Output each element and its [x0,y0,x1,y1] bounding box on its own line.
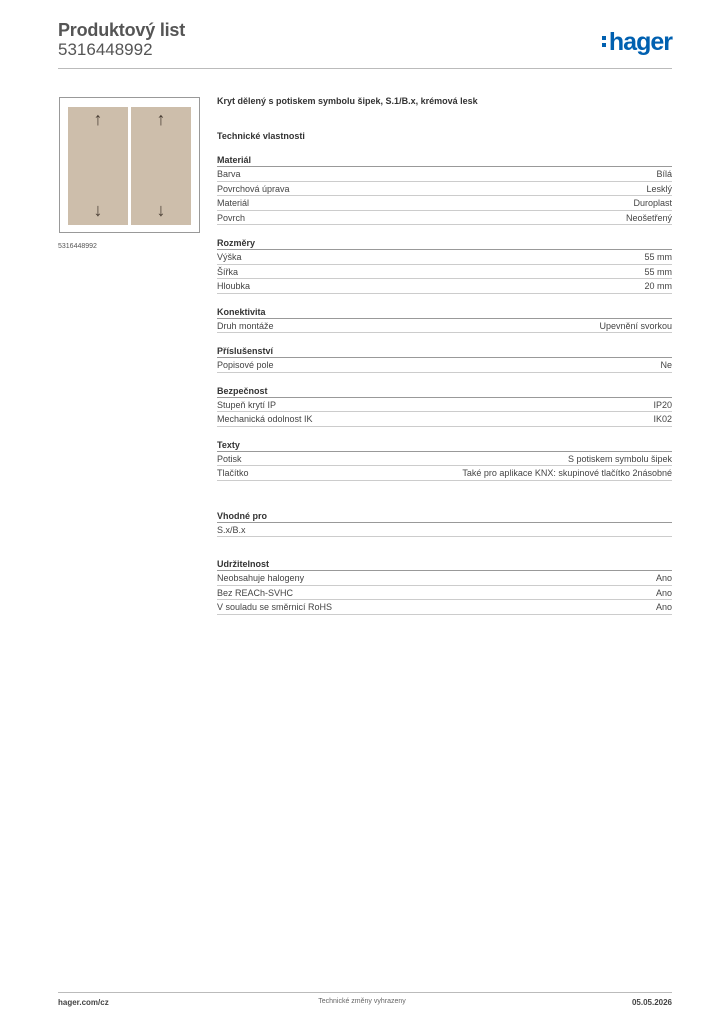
spec-label: Bez REACh-SVHC [217,587,294,598]
spec-row [217,250,672,265]
hager-logo [602,28,672,57]
spec-label: Mechanická odolnost IK [217,414,313,424]
arrow-down-icon: ↓ [93,200,103,220]
spec-label: Šířka [217,266,239,277]
section-heading: Texty [217,440,672,452]
spec-value: 55 mm [644,252,672,262]
spec-section [217,238,672,294]
logo-mark-icon [602,33,606,50]
spec-row [217,466,672,481]
spec-section [217,559,672,615]
spec-value: Ne [660,360,672,370]
spec-row [217,319,672,334]
spec-row [217,600,672,615]
spec-row [217,523,672,538]
spec-label: S.x/B.x [217,524,246,535]
product-title: Kryt dělený s potiskem symbolu šipek, S.1/B.x, krémová lesk [217,96,478,106]
spec-value: Neošetřený [625,212,672,223]
spec-section [217,155,672,225]
section-heading: Příslušenství [217,346,672,358]
arrow-up-icon: ↑ [93,109,103,129]
product-code: 5316448992 [58,40,153,59]
spec-row [217,211,672,226]
spec-value: S potiskem symbolu šipek [567,453,672,464]
section-heading: Bezpečnost [217,386,672,398]
spec-value: IK02 [653,414,672,424]
spec-value: Ano [655,573,672,583]
logo-text: hager [608,28,672,56]
spec-section [217,511,672,538]
spec-content [217,96,672,615]
arrow-down-icon: ↓ [156,200,166,220]
arrow-up-icon: ↑ [156,109,166,129]
spec-value: Ano [655,602,672,612]
spec-label: Druh montáže [217,320,274,331]
section-heading: Konektivita [217,307,672,319]
spec-sections [217,155,672,615]
spec-row [217,279,672,294]
spec-row [217,196,672,211]
spec-section [217,386,672,427]
spec-label: Tlačítko [217,468,249,478]
spec-label: Povrchová úprava [217,183,290,194]
spec-value: Upevnění svorkou [599,320,672,331]
image-caption: 5316448992 [58,243,97,250]
page-title: Produktový list [58,20,186,40]
section-heading: Vhodné pro [217,511,672,523]
spec-label: Barva [217,169,241,179]
spec-label: Hloubka [217,281,251,291]
spec-value: Bílá [656,169,672,179]
spec-value: Duroplast [633,198,672,208]
spec-label: Neobsahuje halogeny [217,573,305,583]
spec-label: Potisk [217,453,242,464]
spec-row [217,358,672,373]
footer-date: 05.05.2026 [631,998,672,1007]
spec-value: Také pro aplikace KNX: skupinové tlačítko 2násobné [462,468,672,478]
footer-divider [58,992,672,993]
spec-value: 20 mm [644,281,672,291]
spec-label: Stupeň krytí IP [217,399,277,410]
tech-heading: Technické vlastnosti [217,131,305,141]
spec-label: V souladu se směrnicí RoHS [217,602,333,612]
spec-row [217,571,672,586]
spec-value: 55 mm [644,266,672,277]
cover-panel-left [68,107,128,225]
spec-row [217,452,672,467]
spec-row [217,167,672,182]
spec-label: Materiál [217,198,250,208]
cover-panel-right [131,107,191,225]
spec-row [217,412,672,427]
spec-section [217,307,672,334]
spec-value: Ano [655,587,672,598]
spec-label: Povrch [217,212,246,223]
product-image [59,97,200,233]
footer-disclaimer: Technické změny vyhrazeny [318,998,406,1005]
spec-row [217,265,672,280]
section-heading: Udržitelnost [217,559,672,571]
section-heading: Rozměry [217,238,672,250]
section-heading: Materiál [217,155,672,167]
spec-row [217,586,672,601]
spec-section [217,346,672,373]
spec-label: Výška [217,252,242,262]
spec-row [217,398,672,413]
spec-value: Lesklý [646,183,672,194]
spec-row [217,182,672,197]
footer-website[interactable]: hager.com/cz [58,998,109,1007]
header-divider [58,68,672,69]
spec-label: Popisové pole [217,360,274,370]
spec-section [217,440,672,481]
spec-value: IP20 [653,399,672,410]
